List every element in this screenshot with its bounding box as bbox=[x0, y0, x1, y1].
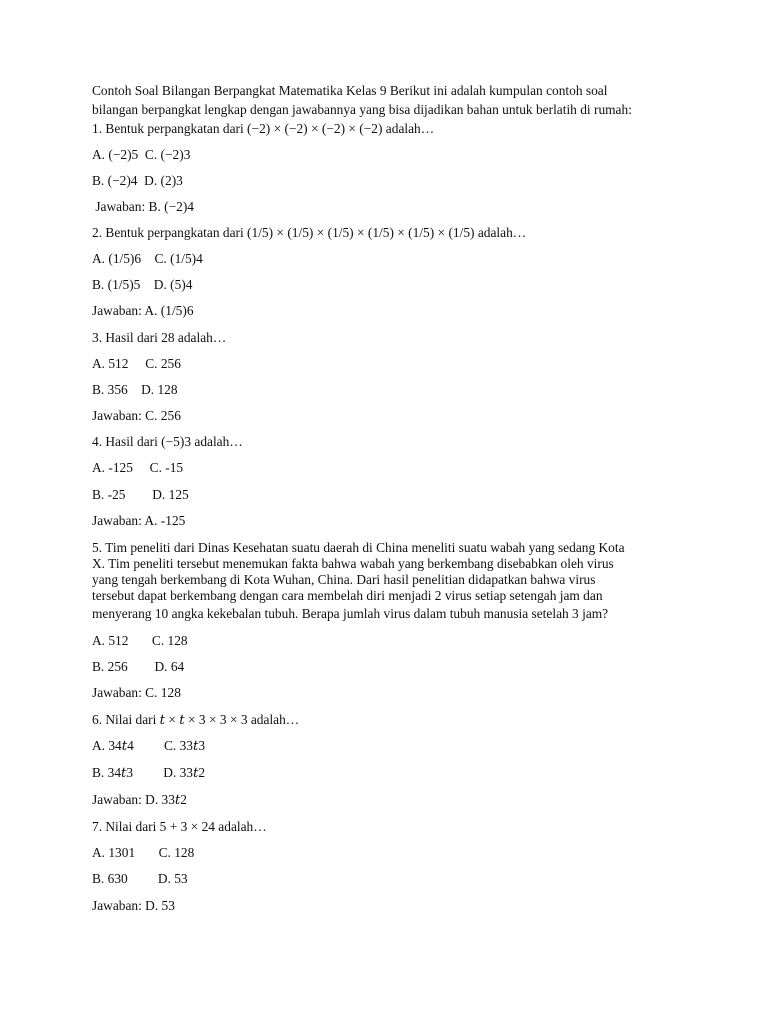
question-3-options-row-2: B. 356 D. 128 bbox=[92, 382, 178, 397]
question-7-answer: Jawaban: D. 53 bbox=[92, 898, 175, 913]
question-5-options-row-1: A. 512 C. 128 bbox=[92, 633, 188, 648]
question-6-stem: 6. Nilai dari 𝑡 × 𝑡 × 3 × 3 × 3 adalah… bbox=[92, 712, 300, 727]
question-3-options-row-1: A. 512 C. 256 bbox=[92, 356, 181, 371]
question-4-options-row-2: B. -25 D. 125 bbox=[92, 487, 189, 502]
question-3-answer: Jawaban: C. 256 bbox=[92, 408, 181, 423]
question-7-stem: 7. Nilai dari 5 + 3 × 24 adalah… bbox=[92, 819, 267, 834]
question-1-options-row-2: B. (−2)4 D. (2)3 bbox=[92, 173, 183, 188]
question-2-options-row-1: A. (1/5)6 C. (1/5)4 bbox=[92, 251, 203, 266]
question-1-stem: 1. Bentuk perpangkatan dari (−2) × (−2) × (−2) × (−2) adalah… bbox=[92, 121, 435, 136]
question-6-options-row-2: B. 34𝑡3 D. 33𝑡2 bbox=[92, 765, 206, 780]
question-5-stem-line: menyerang 10 angka kekebalan tubuh. Berapa jumlah virus dalam tubuh manusia setelah 3 jam? bbox=[92, 606, 609, 621]
question-2-answer: Jawaban: A. (1/5)6 bbox=[92, 303, 194, 318]
question-5-stem-line: X. Tim peneliti tersebut menemukan fakta bahwa wabah yang berkembang disebabkan oleh virus bbox=[92, 556, 614, 571]
question-5-answer: Jawaban: C. 128 bbox=[92, 685, 181, 700]
question-2-options-row-2: B. (1/5)5 D. (5)4 bbox=[92, 277, 193, 292]
question-5-stem-line: 5. Tim peneliti dari Dinas Kesehatan suatu daerah di China meneliti suatu wabah yang sedang Kota bbox=[92, 540, 625, 555]
question-4-answer: Jawaban: A. -125 bbox=[92, 513, 186, 528]
question-6-options-row-1: A. 34𝑡4 C. 33𝑡3 bbox=[92, 738, 206, 753]
intro-line: Contoh Soal Bilangan Berpangkat Matematika Kelas 9 Berikut ini adalah kumpulan contoh soal bbox=[92, 83, 608, 98]
intro-line: bilangan berpangkat lengkap dengan jawabannya yang bisa dijadikan bahan untuk berlatih di rumah: bbox=[92, 102, 632, 117]
question-3-stem: 3. Hasil dari 28 adalah… bbox=[92, 330, 227, 345]
question-7-options-row-1: A. 1301 C. 128 bbox=[92, 845, 195, 860]
question-1-answer: Jawaban: B. (−2)4 bbox=[92, 199, 195, 214]
question-7-options-row-2: B. 630 D. 53 bbox=[92, 871, 188, 886]
question-5-options-row-2: B. 256 D. 64 bbox=[92, 659, 185, 674]
question-5-stem-line: yang tengah berkembang di Kota Wuhan, China. Dari hasil penelitian didapatkan bahwa virus bbox=[92, 572, 596, 587]
question-2-stem: 2. Bentuk perpangkatan dari (1/5) × (1/5) × (1/5) × (1/5) × (1/5) × (1/5) adalah… bbox=[92, 225, 527, 240]
question-4-options-row-1: A. -125 C. -15 bbox=[92, 460, 184, 475]
question-6-answer: Jawaban: D. 33𝑡2 bbox=[92, 792, 188, 807]
question-5-stem-line: tersebut dapat berkembang dengan cara membelah diri menjadi 2 virus setiap setengah jam dan bbox=[92, 588, 603, 603]
question-4-stem: 4. Hasil dari (−5)3 adalah… bbox=[92, 434, 243, 449]
question-1-options-row-1: A. (−2)5 C. (−2)3 bbox=[92, 147, 191, 162]
